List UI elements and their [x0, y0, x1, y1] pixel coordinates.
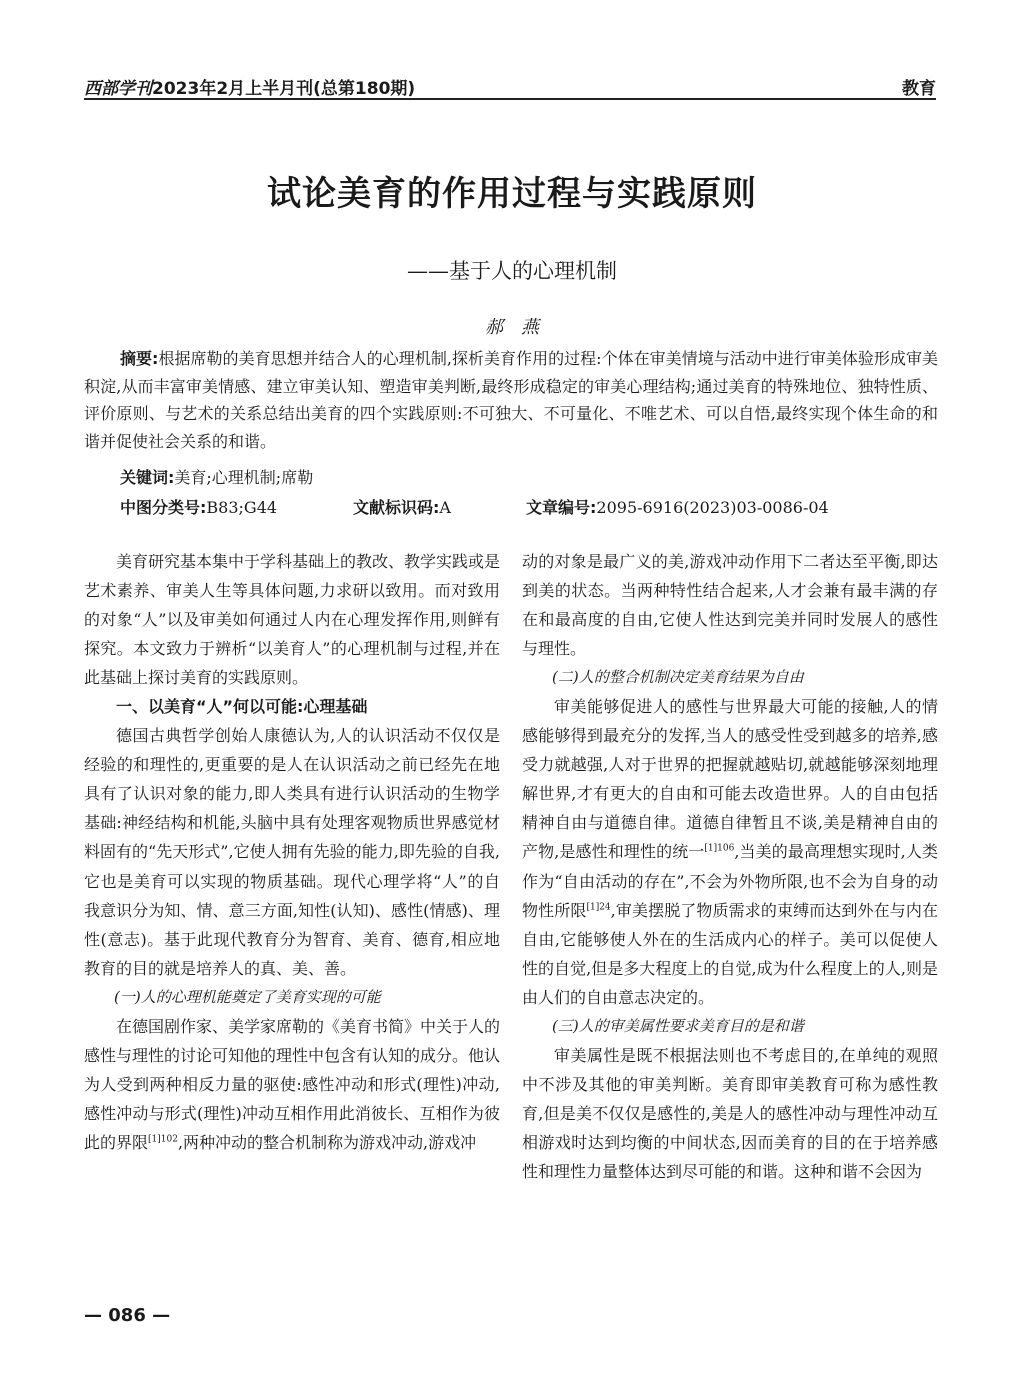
paragraph-text: 在德国剧作家、美学家席勒的《美育书简》中关于人的感性与理性的讨论可知他的理性中包含有认知的成分。他认为人受到两种相反力量的驱使:感性冲动和形式(理性)冲动,感性冲动与形式(理性)冲动互相作用此消彼长、互相作为彼此的界限 — [84, 1016, 501, 1152]
paragraph-text: 审美能够促进人的感性与世界最大可能的接触,人的情感能够得到最充分的发挥,当人的感受性受到越多的培养,感受力就越强,人对于世界的把握就越贴切,就越能够深刻地理解世界,才有更大的自由和可能去改造世界。人的自由包括精神自由与道德自律。道德自律暂且不谈,美是精神自由的产物,是感性和理性的统一 — [522, 697, 938, 862]
paragraph-text: ,两种冲动的整合机制称为游戏冲动,游戏冲 — [177, 1132, 477, 1152]
section-heading: 一、以美育“人”何以可能:心理基础 — [116, 697, 368, 717]
doc-code-value: A — [439, 498, 451, 517]
article-subtitle: ——基于人的心理机制 — [407, 259, 617, 283]
keywords — [120, 465, 313, 488]
citation-ref: [1]102 — [148, 1134, 178, 1145]
keywords-label: 关键词: — [120, 468, 175, 487]
article-number — [526, 495, 829, 518]
subsection-heading: (二)人的整合机制决定美育结果为自由 — [552, 668, 804, 687]
paragraph-text: ,当美的最高理想实现时,人类作为“自由活动的存在”,不会为外物所限,也不会为自身的动物性所限 — [522, 842, 938, 920]
keywords-text: 美育;心理机制;席勒 — [174, 468, 314, 487]
header-issue-info — [84, 74, 415, 99]
issue-label: 2023年2月上半月刊(总第180期) — [152, 79, 416, 99]
header-rule — [84, 98, 936, 100]
paragraph: 动的对象是最广义的美,游戏冲动作用下二者达至平衡,即达到美的状态。当两种特性结合起来,人才会兼有最丰满的存在和最高度的自由,它使人性达到完美并同时发展人的感性与理性。 — [522, 552, 938, 659]
section-label: 教育 — [902, 79, 936, 99]
paragraph — [522, 692, 938, 1012]
clc-value: B83;G44 — [206, 498, 278, 517]
citation-ref: [1]106 — [704, 844, 735, 855]
running-header — [84, 70, 936, 100]
clc-label: 中图分类号: — [120, 498, 207, 517]
doc-code — [353, 495, 451, 518]
abstract-label: 摘要: — [120, 349, 159, 368]
paragraph-text: ,审美摆脱了物质需求的束缚而达到外在与内在自由,它能够使人外在的生活成内心的样子。美可以促使人性的自觉,但是多大程度上的自觉,成为什么程度上的人,则是由人们的自由意志决定的。 — [522, 900, 938, 1007]
citation-ref: [1]24 — [586, 902, 611, 913]
clc-code — [120, 495, 277, 518]
paragraph — [84, 1012, 500, 1157]
paragraph: 审美属性是既不根据法则也不考虑目的,在单纯的观照中不涉及其他的审美判断。美育即审美教育可称为感性教育,但是美不仅仅是感性的,美是人的感性冲动与理性冲动互相游戏时达到均衡的中间状态,因而美育的目的在于培养感性和理性力量整体达到尽可能的和谐。这种和谐不会因为 — [522, 1045, 938, 1181]
article-title: 试论美育的作用过程与实践原则 — [267, 174, 757, 214]
abstract-text: 根据席勒的美育思想并结合人的心理机制,探析美育作用的过程:个体在审美情境与活动中进行审美体验形成审美积淀,从而丰富审美情感、建立审美认知、塑造审美判断,最终形成稳定的审美心理结构;通过美育的特殊地位、独特性质、评价原则、与艺术的关系总结出美育的四个实践原则:不可独大、不可量化、不唯艺术、可以自悟,最终实现个体生命的和谐并促使社会关系的和谐。 — [84, 349, 938, 451]
doc-code-label: 文献标识码: — [353, 498, 440, 517]
article-number-value: 2095-6916(2023)03-0086-04 — [596, 498, 829, 517]
paragraph: 美育研究基本集中于学科基础上的教改、教学实践或是艺术素养、审美人生等具体问题,力求研以致用。而对致用的对象“人”以及审美如何通过人内在心理发挥作用,则鲜有探究。本文致力于辨析“以美育人”的心理机制与过程,并在此基础上探讨美育的实践原则。 — [84, 552, 501, 688]
classification-row — [120, 495, 940, 521]
subsection-heading: (一)人的心理机能奠定了美育实现的可能 — [114, 987, 381, 1006]
paragraph: 德国古典哲学创始人康德认为,人的认识活动不仅仅是经验的和理性的,更重要的是人在认识活动之前已经先在地具有了认识对象的能力,即人类具有进行认识活动的生物学基础:神经结构和机能,头脑中具有处理客观物质世界感觉材料固有的“先天形式”,它使人拥有先验的能力,即先验的自我,它也是美育可以实现的物质基础。现代心理学将“人”的自我意识分为知、情、意三方面,知性(认知)、感性(情感)、理性(意志)。基于此现代教育分为智育、美育、德育,相应地教育的目的就是培养人的真、美、善。 — [84, 726, 500, 978]
journal-logo: 西部学刊 — [84, 79, 152, 99]
body-column-left — [84, 547, 500, 1157]
body-column-right — [522, 547, 938, 1186]
article-number-label: 文章编号: — [526, 498, 597, 517]
abstract — [84, 345, 938, 455]
subsection-heading: (三)人的审美属性要求美育目的是和谐 — [552, 1016, 804, 1035]
page-number: — 086 — — [84, 1305, 171, 1326]
article-author: 郝燕 — [485, 317, 557, 338]
